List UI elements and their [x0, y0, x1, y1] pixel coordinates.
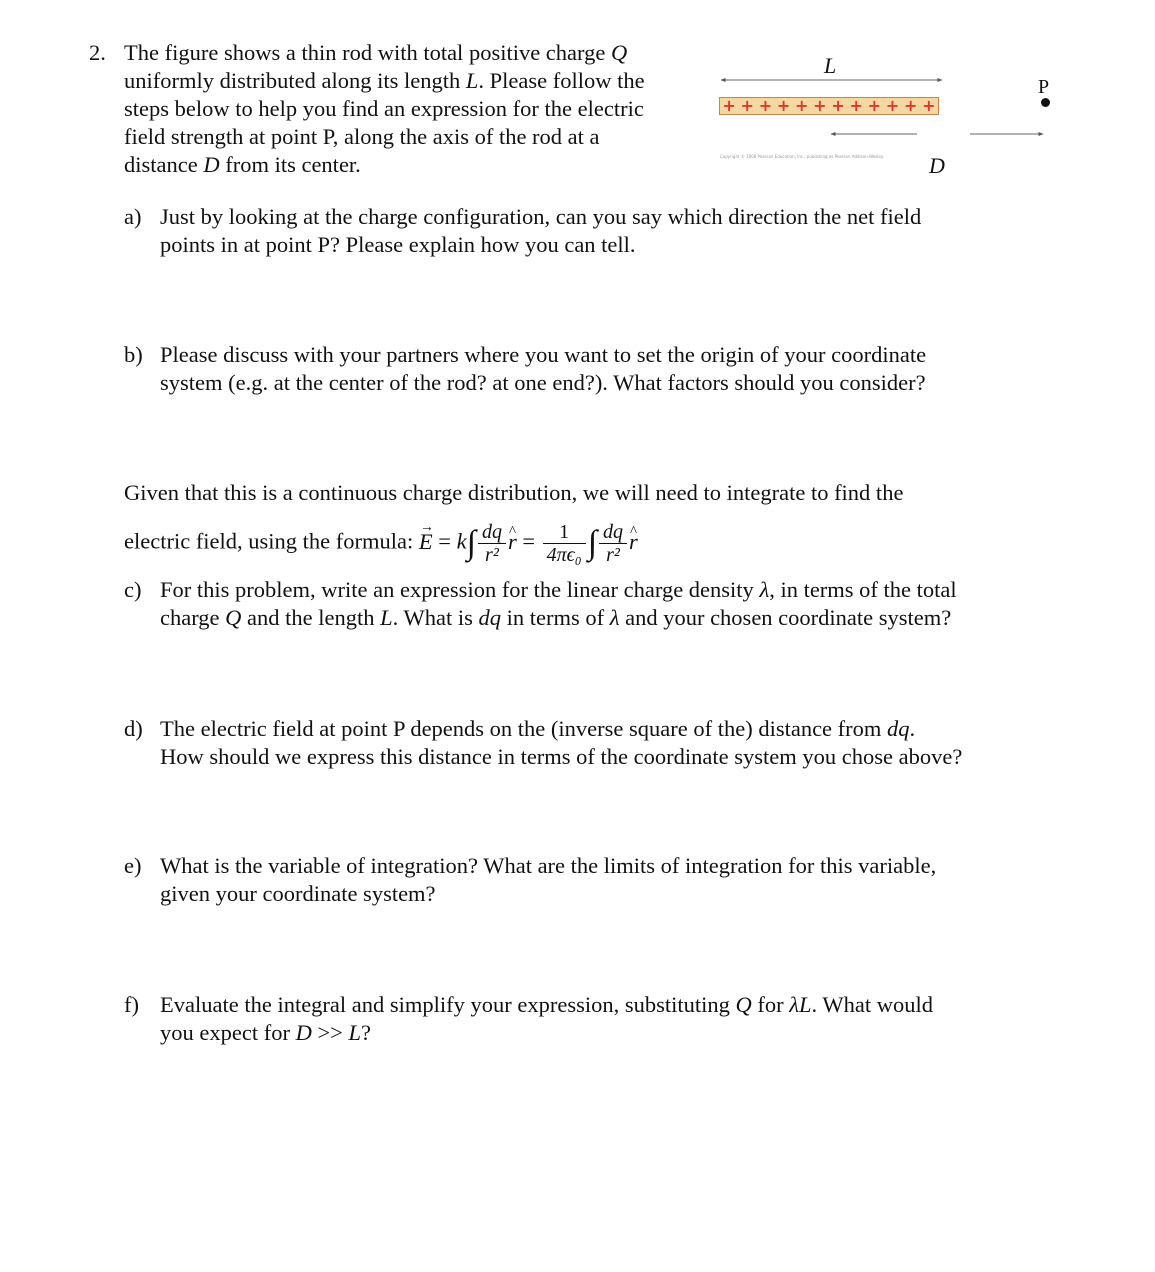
question-text	[160, 715, 962, 771]
distance-label: D	[929, 153, 945, 178]
dq-over-r2-2: $\frac{dq}{\text{r²}}$	[599, 521, 627, 566]
point-p-dot	[1041, 98, 1050, 107]
text-line: given your coordinate system?	[160, 881, 436, 906]
plus-charge: +	[722, 96, 736, 115]
text-line: points in at point P? Please explain how you can tell.	[160, 232, 636, 257]
text-line: For this problem, write an expression for the linear charge density λ, in terms of the total	[160, 577, 957, 602]
question-text	[160, 341, 926, 397]
coulomb-prefactor: $\frac{1}{\text{4πϵ₀}}$	[543, 521, 586, 566]
question-text	[160, 576, 957, 632]
plus-charge: +	[813, 96, 827, 115]
question-text	[160, 852, 936, 908]
question-text	[160, 991, 933, 1047]
plus-charge: +	[776, 96, 791, 115]
formula-lead: electric field, using the formula:	[124, 528, 419, 554]
integration-intro: Given that this is a continuous charge distribution, we will need to integrate to find the	[124, 480, 904, 505]
text-line: How should we express this distance in terms of the coordinate system you chose above?	[160, 744, 963, 769]
text-line: distance D from its center.	[124, 152, 361, 177]
point-p-label: P	[1038, 76, 1050, 98]
r-hat: ^ r	[508, 528, 517, 556]
text-line: uniformly distributed along its length L. Please follow the	[124, 68, 645, 93]
text-line: The electric field at point P depends on the (inverse square of the) distance from dq.	[160, 716, 916, 741]
charged-rod	[719, 97, 939, 115]
integral-sign-2: ∫	[587, 524, 598, 562]
plus-charge: +	[849, 96, 863, 115]
e-vector: → E	[419, 528, 433, 556]
question-letter: a)	[124, 204, 142, 229]
question-letter: b)	[124, 342, 143, 367]
text-line: The figure shows a thin rod with total positive charge Q	[124, 40, 628, 65]
k-constant: k	[456, 528, 467, 554]
plus-charge: +	[795, 96, 809, 115]
plus-charge: +	[903, 96, 918, 115]
text-line: Just by looking at the charge configuration, can you say which direction the net field	[160, 204, 922, 229]
text-line: charge Q and the length L. What is dq in terms of λ and your chosen coordinate system?	[160, 605, 952, 630]
text-line: What is the variable of integration? What are the limits of integration for this variable,	[160, 853, 937, 878]
problem-number: 2.	[89, 40, 106, 65]
equals-sign: =	[432, 528, 457, 554]
problem-statement	[124, 39, 704, 179]
text-line: you expect for D >> L?	[160, 1020, 371, 1045]
question-letter: e)	[124, 853, 142, 878]
question-text	[160, 203, 921, 259]
text-line: Please discuss with your partners where you want to set the origin of your coordinate	[160, 342, 927, 367]
field-formula	[124, 521, 638, 566]
dq-over-r2: $\frac{dq}{\text{r²}}$	[478, 521, 506, 566]
plus-charge: +	[922, 96, 936, 115]
text-line: field strength at point P, along the axis of the rod at a	[124, 124, 600, 149]
integral-sign: ∫	[466, 524, 476, 562]
plus-charge: +	[740, 96, 754, 115]
length-label: L	[824, 53, 837, 78]
question-letter: c)	[124, 577, 142, 602]
text-line: steps below to help you find an expression for the electric	[124, 96, 644, 121]
text-line: Evaluate the integral and simplify your expression, substituting Q for λL. What would	[160, 992, 933, 1017]
question-letter: d)	[124, 716, 143, 741]
plus-charge: +	[758, 96, 773, 115]
equals-sign-2: =	[516, 528, 541, 554]
dimension-arrows	[700, 40, 1140, 190]
figure-copyright: Copyright © 2008 Pearson Education, Inc., publishing as Pearson Addison-Wesley.	[720, 154, 884, 159]
plus-charge: +	[831, 96, 845, 115]
r-hat-2: ^ r	[629, 528, 638, 556]
plus-charge: +	[867, 96, 882, 115]
question-letter: f)	[124, 992, 139, 1017]
text-line: system (e.g. at the center of the rod? at one end?). What factors should you consider?	[160, 370, 926, 395]
plus-charge: +	[885, 96, 900, 115]
rod-figure	[700, 40, 1140, 190]
